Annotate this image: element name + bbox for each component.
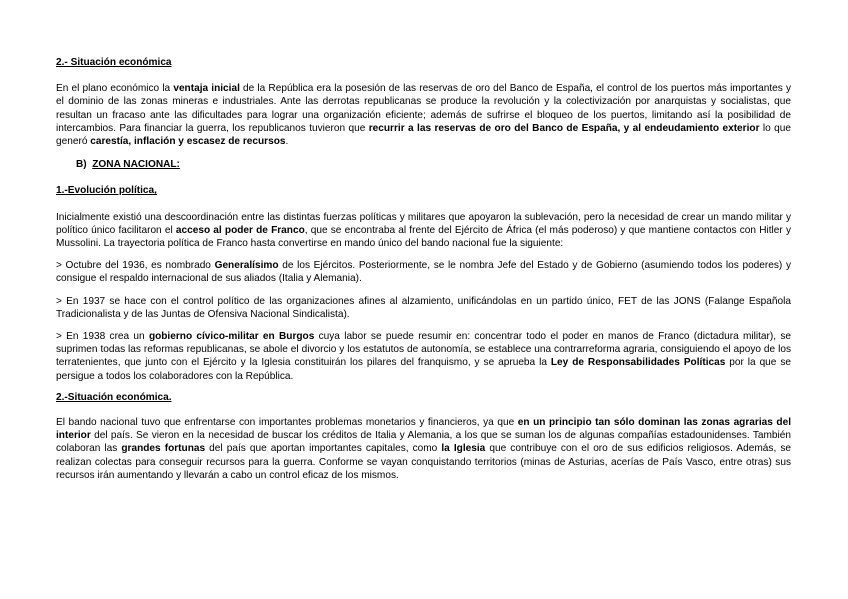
list-item-1937: > En 1937 se hace con el control político de las organizaciones afines al alzamiento, unificándolas en un partido único, FET de las JONS (Falange Española Tradicionalista y de las Juntas de Ofensiva Nacional Sindicalista).	[56, 295, 791, 320]
document-page	[56, 56, 791, 482]
section-heading-politics: 1.-Evolución política,	[56, 185, 157, 197]
paragraph-economy-2: El bando nacional tuvo que enfrentarse con importantes problemas monetarios y financieros, ya que en un principio tan sólo dominan las zonas agrarias del interior del país. Se vieron en la necesidad de buscar los créditos de Italia y Alemania, a los que se suman los de algunas compañías estadounidenses. También colaboran las grandes fortunas del país que aportan importantes capitales, como la Iglesia que contribuye con el oro de sus edificios religiosos. Además, se realizan colectas para conseguir recursos para la guerra. Conforme se vayan conquistando territorios (minas de Asturias, acerías de País Vasco, entre otras) sus recursos irán aumentando y llevarán a cabo un control eficaz de los mismos.	[56, 417, 791, 481]
section-heading-economy-2: 2.-Situación económica.	[56, 391, 172, 403]
paragraph-economy-1: En el plano económico la ventaja inicial de la República era la posesión de las reservas de oro del Banco de España, el control de los puertos más importantes y el dominio de las zonas mineras e industriales. Ante las derrotas republicanas se produce la revolución y la colectivización por anarquistas y socialistas, que resultan un fracaso ante las dificultades para lograr una organización eficiente; además de sufrirse el bloqueo de los puertos, limitando así la posibilidad de intercambios. Para financiar la guerra, los republicanos tuvieron que recurrir a las reservas de oro del Banco de España, y al endeudamiento exterior lo que generó carestía, inflación y escasez de recursos.	[56, 83, 792, 148]
paragraph-politics-intro: Inicialmente existió una descoordinación entre las distintas fuerzas políticas y militares que apoyaron la sublevación, pero la necesidad de crear un mando militar y político único facilitaron el acceso al poder de Franco, que se encontraba al frente del Ejército de África (el más poderoso) y que mantiene contactos con Hitler y Mussolini. La trayectoria política de Franco hasta convertirse en mando único del bando nacional fue la siguiente:	[56, 211, 791, 250]
list-item-1936: > Octubre del 1936, es nombrado Generalísimo de los Ejércitos. Posteriormente, se le nombra Jefe del Estado y de Gobierno (asumiendo todos los poderes) y consigue el respaldo internacional de sus aliados (Italia y Alemania).	[56, 260, 791, 285]
list-item-1938: > En 1938 crea un gobierno cívico-militar en Burgos cuya labor se puede resumir en: concentrar todo el poder en manos de Franco (dictadura militar), se suprimen todas las reformas republicanas, se abole el divorcio y los estatutos de autonomía, se establece una contrarreforma agraria, consiguiendo el apoyo de los terratenientes, que junto con el Ejército y la Iglesia constituirán los pilares del franquismo, y se aprueba la Ley de Responsabilidades Políticas por la que se persigue a todos los colaboradores con la República.	[56, 331, 791, 382]
section-heading-economy-1: 2.- Situación económica	[56, 57, 172, 68]
zona-nacional-heading: B) ZONA NACIONAL:	[76, 159, 180, 171]
